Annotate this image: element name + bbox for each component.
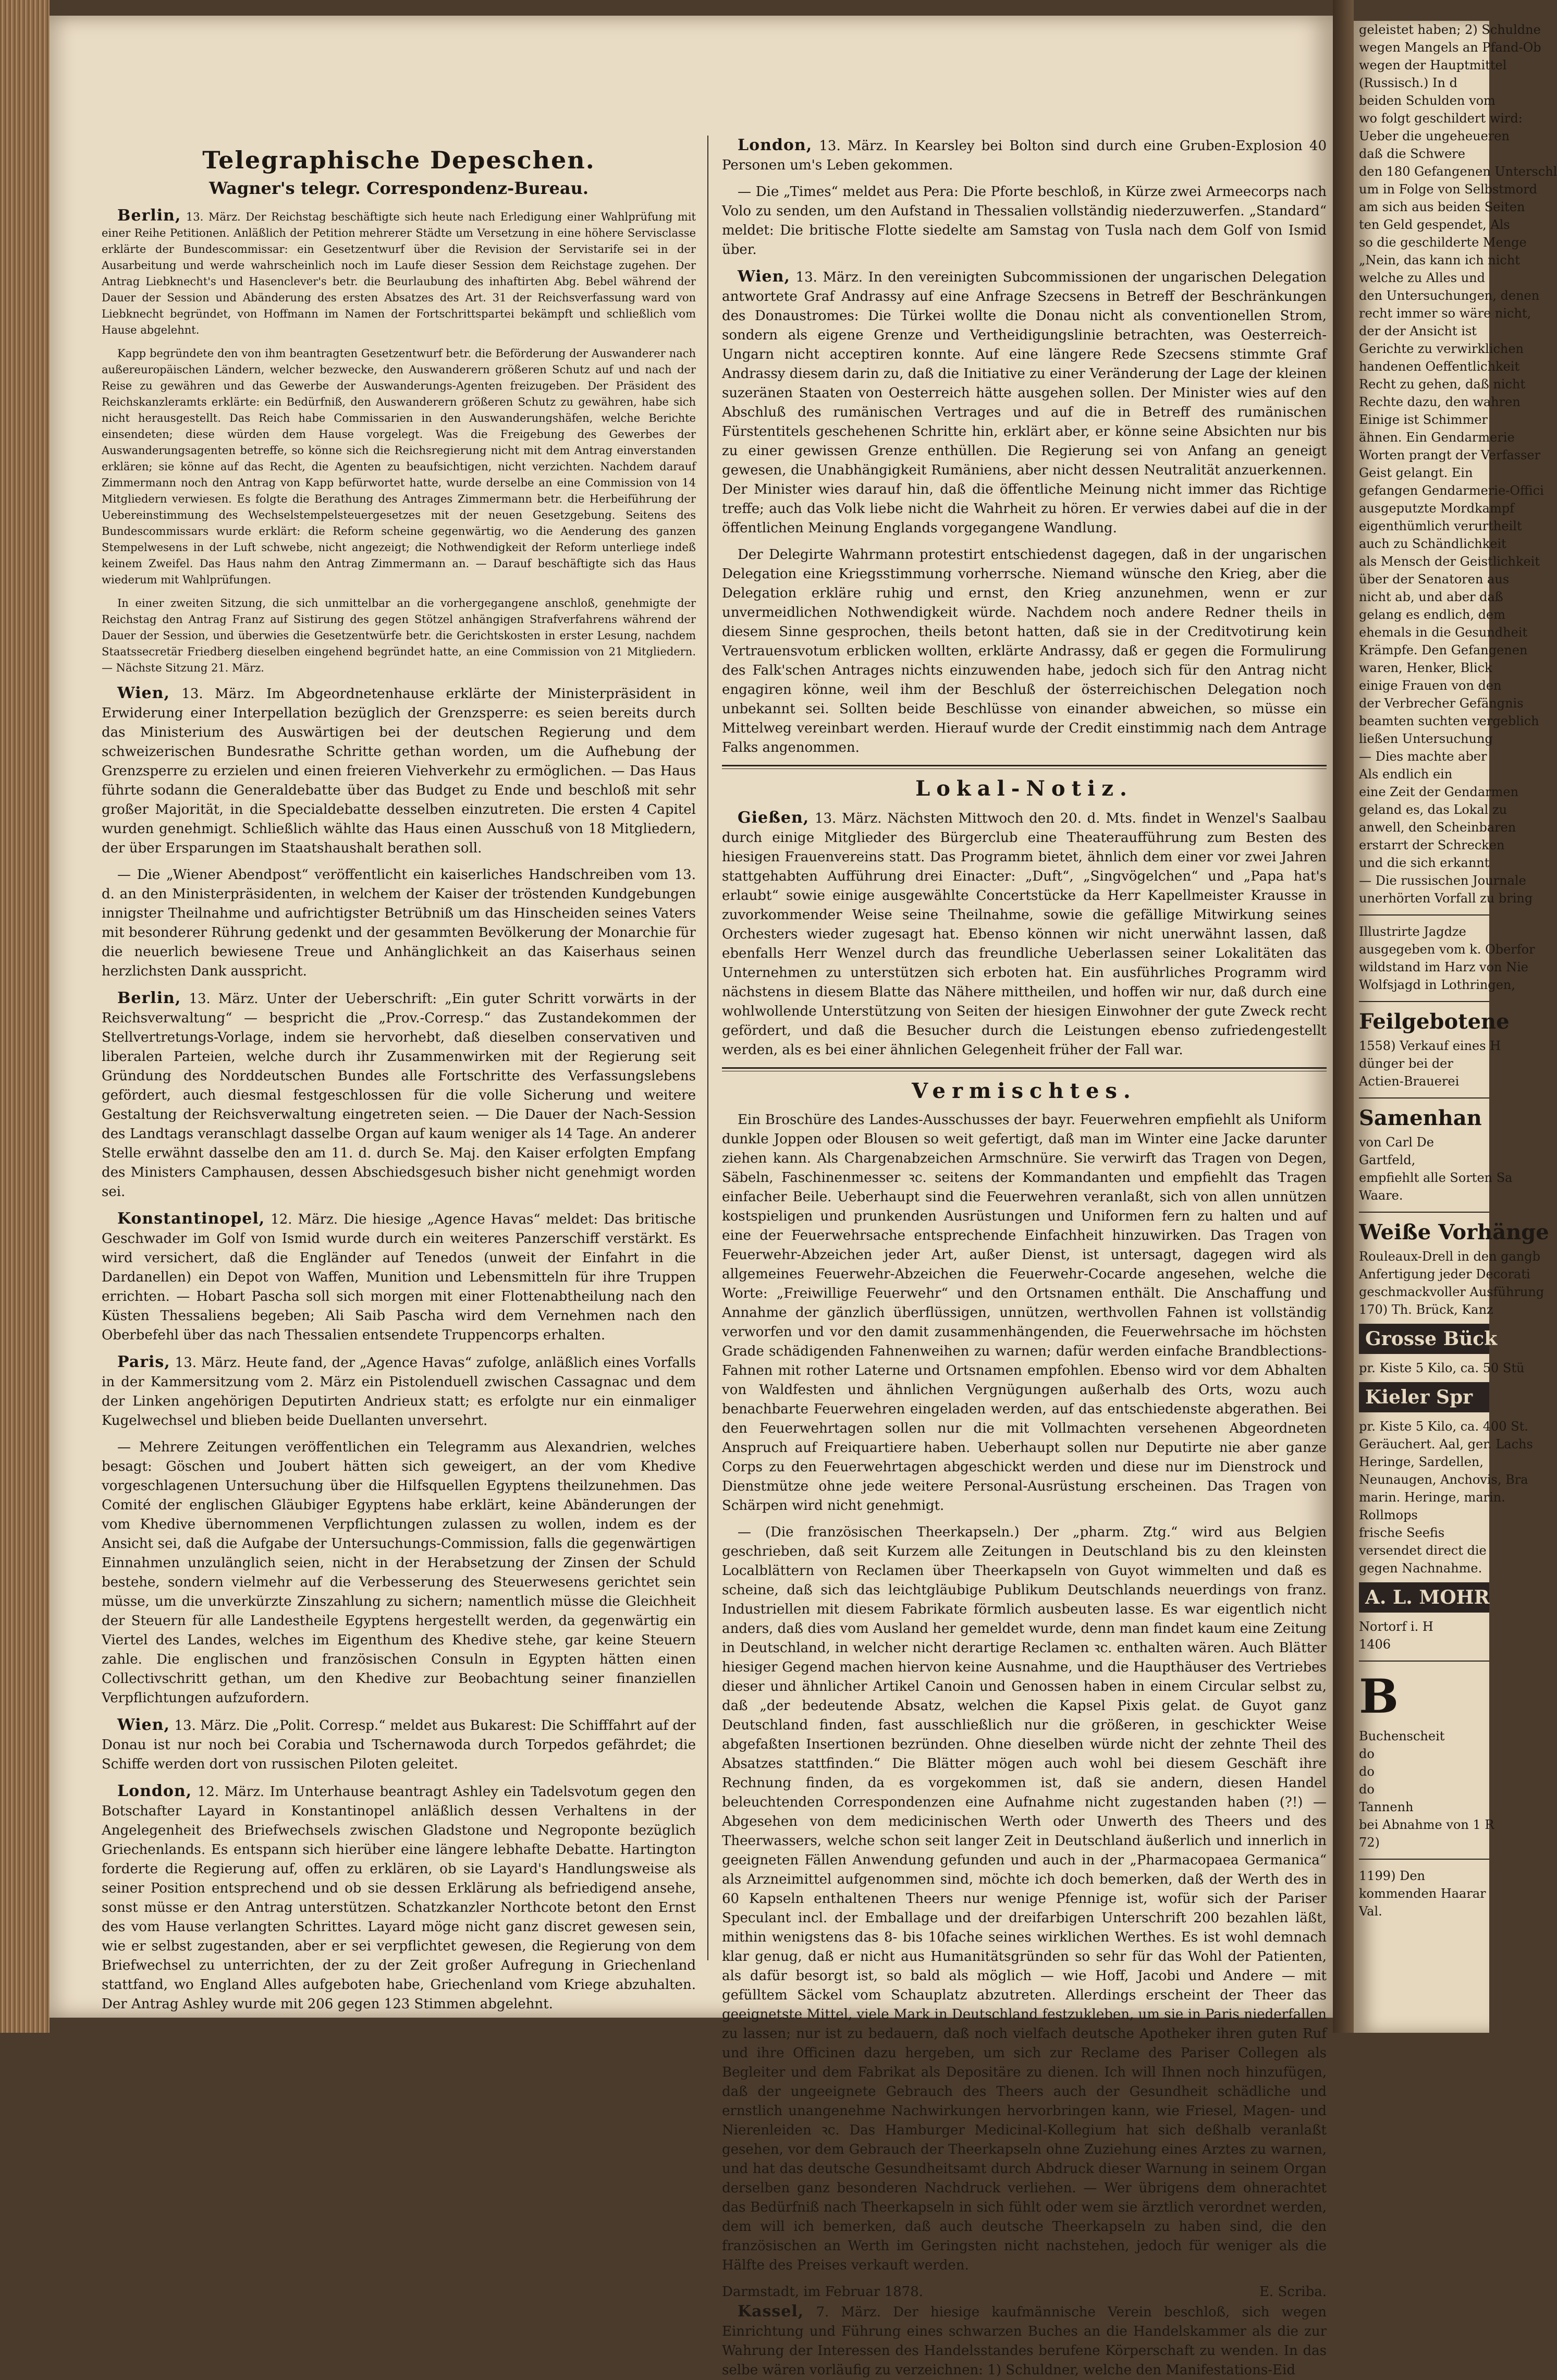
right-text-line: Nortorf i. H: [1359, 1619, 1433, 1634]
right-text-line: — Dies machte aber: [1359, 749, 1487, 764]
right-notice-verkauf: [1354, 1037, 1501, 1090]
section-title-lokal-notiz: Lokal-Notiz.: [915, 776, 1133, 801]
right-banner-bueckinge: Grosse Bück: [1359, 1324, 1489, 1354]
right-text-line: pr. Kiste 5 Kilo, ca. 50 Stü: [1359, 1361, 1525, 1375]
section-title-vermischtes: Vermischtes.: [912, 1079, 1137, 1103]
right-rule: [1359, 1212, 1489, 1213]
right-banner-kieler: Kieler Spr: [1359, 1382, 1489, 1412]
right-text-line: Rouleaux-Drell in den gangb: [1359, 1249, 1541, 1264]
article-text: 13. März. Im Abgeordnetenhause erklärte der Ministerpräsident in Erwiderung einer Interpellation bezüglich der Grenzsperre: es seien bereits durch das Ministerium des Auswärtigen bei der deutschen Regierung und dem schweizerischen Bundesrathe Schritte gethan worden, um die Aufhebung der Grenzsperre zu erzielen und einen freieren Viehverkehr zu ermöglichen. — Das Haus führte sodann die Generaldebatte über das Budget zu Ende und beschloß mit sehr großer Majorität, in die Specialdebatte desselben einzutreten. Die ersten 4 Capitel wurden genehmigt. Schließlich wählte das Haus einen Ausschuß von 18 Mitgliedern, der über Ersparungen im Staatshaushalt berathen soll.: [102, 686, 696, 856]
right-text-line: ließen Untersuchung: [1359, 731, 1493, 746]
article-text: — Die „Wiener Abendpost“ veröffentlicht ein kaiserliches Handschreiben vom 13. d. an den Ministerpräsidenten, in welchem der Kaiser der tröstenden Kundgebungen innigster Theilnahme und aufrichtigster Betrübniß um das Hinscheiden seines Vaters mit besonderer Rührung gedenkt und der gesammten Bevölkerung der Monarchie für die neuerlich bewiesene Treue und Anhänglichkeit an das Kaiserhaus seinen herzlichsten Dank ausspricht.: [102, 867, 696, 979]
right-text-line: unerhörten Vorfall zu bring: [1359, 891, 1533, 906]
newspaper-page: [50, 16, 1333, 2378]
right-text-line: Buchenscheit: [1359, 1729, 1445, 1743]
article-text: In einer zweiten Sitzung, die sich unmittelbar an die vorhergegangene anschloß, genehmigte der Reichstag den Antrag Franz auf Sistirung des gegen Stötzel anhängigen Strafverfahrens während der Dauer der Session, und überwies die Gesetzentwürfe betr. die Gerichtskosten in erster Lesung, nachdem Staatssecretär Friedberg dieselben eingehend begründet hatte, an eine Commission von 21 Mitgliedern. — Nächste Sitzung 21. März.: [102, 597, 696, 674]
article-text: 12. März. Die hiesige „Agence Havas“ meldet: Das britische Geschwader im Golf von Ismid wurde durch ein weiteres Panzerschiff verstärkt. Es wird versichert, daß die Engländer auf Tenedos (unweit der Einfahrt in die Dardanellen) ein Depot von Waffen, Munition und Lebensmitteln für ihre Truppen errichten. — Hobart Pascha soll sich morgen mit einer Flottenabtheilung nach den Küsten Thessaliens begeben; Ali Saib Pascha wird dem Vernehmen nach den Oberbefehl über das nach Thessalien entsendete Truppencorps erhalten.: [102, 1212, 696, 1343]
article-text: Ein Broschüre des Landes-Ausschusses der bayr. Feuerwehren empfiehlt als Uniform dunkle Joppen oder Blousen so weit gefertigt, daß man im Winter eine Jacke darunter ziehen kann. Als Chargenabzeichen Armschnüre. Sie verwirft das Tragen von Degen, Säbeln, Faschinenmesser ꝛc. seitens der Kommandanten und empfiehlt das Tragen einfacher Beile. Ueberhaupt sind die Feuerwehren veranlaßt, sich von allen unnützen kostspieligen und prunkenden Ausrüstungen und Uniformen fern zu halten und auf eine der Feuerwehrsache entsprechende Einfachheit hinzuwirken. Das Tragen von Feuerwehr-Abzeichen jeder Art, außer Dienst, ist untersagt, dagegen wird als allgemeines Feuerwehr-Abzeichen die Feuerwehr-Cocarde angesehen, welche die Worte: „Freiwillige Feuerwehr“ und den Ortsnamen enthält. Die Anschaffung und Annahme der gänzlich überflüssigen, unnützen, werthvollen Fahnen ist vollständig verworfen und vor den damit zusammenhängenden, die Feuerwehrsache im höchsten Grade schädigenden Fahnenweihen zu warnen; dafür werden einfache Brandblections-Fahnen mit rother Laterne und Ortsnamen empfohlen. Ebenso wird vor dem Abhalten von Waldfesten und ähnlichen Vergnügungen außerhalb des Orts, wozu auch benachbarte Feuerwehren eingeladen werden, auf das entschiedenste abgerathen. Bei den Feuerwehrtagen sollen nur die mit Vollmachten versehenen Abgeordneten Anspruch auf Freiquartiere haben. Ueberhaupt sollen nur Deputirte nie aber ganze Corps zu den Feuerwehrtagen abgeschickt werden und diese nur im Dienstrock und Dienstmütze ohne jede weitere Personal-Ausrüstung erscheinen. Das Tragen von Schärpen wird nicht genehmigt.: [722, 1112, 1327, 1514]
right-text-line: ehemals in die Gesundheit: [1359, 625, 1528, 640]
right-text-line: frische Seefis: [1359, 1525, 1445, 1540]
article: [102, 1715, 696, 1774]
right-text-line: auch zu Schändlichkeit: [1359, 536, 1506, 551]
right-text-line: Wolfsjagd in Lothringen,: [1359, 978, 1515, 992]
right-text-line: erstarrt der Schrecken: [1359, 838, 1505, 852]
article: [722, 267, 1327, 538]
right-text-line: recht immer so wäre nicht,: [1359, 306, 1531, 321]
right-text-line: Tannenh: [1359, 1800, 1414, 1814]
right-text-line: ähnen. Ein Gendarmerie: [1359, 430, 1515, 445]
article: [102, 208, 696, 338]
right-heading-feilgebotene: Feilgebotene: [1359, 1009, 1510, 1034]
right-text-line: nicht ab, und aber daß: [1359, 590, 1503, 604]
telegram-articles: [722, 136, 1327, 758]
right-text-line: eigenthümlich verurtheilt: [1359, 519, 1522, 533]
right-rule: [1359, 1097, 1489, 1099]
article: [722, 1110, 1327, 1516]
article-text: 7. März. Der hiesige kaufmännische Verein beschloß, sich wegen Einrichtung und Führung eines schwarzen Buches an die Handelskammer als die zur Wahrung der Interessen des Handelsstandes berufene Körperschaft zu wenden. In das selbe wären vorläufig zu verzeichnen: 1) Schuldner, welche den Manifestations-Eid: [722, 2304, 1327, 2378]
right-text-line: geschmackvoller Ausführung: [1359, 1285, 1544, 1299]
right-text-line: ausgegeben vom k. Oberfor: [1359, 942, 1535, 957]
right-text-line: daß die Schwere: [1359, 147, 1465, 161]
right-text-line: und die sich erkannt: [1359, 856, 1490, 870]
right-text-line: 72): [1359, 1835, 1380, 1850]
article-text: 13. März. In Kearsley bei Bolton sind durch eine Gruben-Explosion 40 Personen um's Leben gekommen.: [722, 138, 1327, 173]
right-text-fragment: [1354, 21, 1557, 907]
right-text-line: so die geschilderte Menge: [1359, 235, 1527, 250]
right-heading-vorhaenge: Weiße Vorhänge: [1359, 1220, 1549, 1244]
article: [102, 988, 696, 1202]
article: [722, 808, 1327, 1060]
right-text-line: ausgeputzte Mordkampf: [1359, 501, 1514, 516]
right-text-line: Val.: [1359, 1904, 1382, 1919]
article-dateline: Wien,: [117, 1716, 170, 1734]
right-rule: [1359, 914, 1489, 916]
right-text-line: Worten prangt der Verfasser: [1359, 448, 1541, 462]
article-dateline: Gießen,: [738, 809, 810, 827]
right-text-line: über der Senatoren aus: [1359, 572, 1510, 587]
right-text-line: Anfertigung jeder Decorati: [1359, 1267, 1530, 1281]
article: [102, 684, 696, 858]
right-notice-jagdzeitung: [1354, 923, 1535, 994]
right-text-line: marin. Heringe, marin.: [1359, 1490, 1505, 1505]
vermischtes-articles: [722, 1110, 1327, 2275]
right-text-line: wegen Mangels an Pfand-Ob: [1359, 40, 1541, 55]
article: [102, 1438, 696, 1708]
right-text-line: wo folgt geschildert wird:: [1359, 111, 1523, 126]
article-text: 13. März. In den vereinigten Subcommissionen der ungarischen Delegation antwortete Graf Andrassy auf eine Anfrage Szecsens in Betreff der Beschränkungen des Donaustromes: Die Türkei wollte die Donau nicht als conventionellen Strom, sondern als eigene Grenze und Vertheidigungslinie betrachten, was Oesterreich-Ungarn nicht acceptiren konnte. Auf eine längere Rede Szecsens stimmte Graf Andrassy diesem darin zu, daß die Initiative zu einer Veränderung der Lage der kleinen suzeränen Staaten von Oesterreich hätte ausgehen sollen. Der Minister wies auf den Abschluß des rumänischen Vertrages und auf die in Betreff des rumänischen Fürstentitels geschehenen Schritte hin, erklärt aber, er könne seine Absichten nur bis zu einer gewissen Grenze enthüllen. Die Regierung sei von Anfang an geneigt gewesen, die Unabhängigkeit Rumäniens, aber nicht dessen Neutralität anzuerkennen. Der Minister wies darauf hin, daß die öffentliche Meinung nicht immer das Richtige treffe; auch das Volk liebe nicht die Wahrheit zu hören. Er verwies dabei auf die in der öffentlichen Meinung Englands vorgegangene Wandlung.: [722, 270, 1327, 536]
right-text-line: 1406: [1359, 1637, 1391, 1652]
right-text-line: do: [1359, 1782, 1375, 1797]
right-text-line: Recht zu gehen, daß nicht: [1359, 377, 1526, 392]
right-text-line: den 180 Gefangenen Unterschl: [1359, 164, 1557, 179]
article: [722, 136, 1327, 175]
article: [722, 545, 1327, 758]
right-text-line: empfiehlt alle Sorten Sa: [1359, 1170, 1513, 1185]
right-notice-rouleaux: [1354, 1248, 1544, 1319]
right-text-line: 1199) Den: [1359, 1869, 1425, 1883]
article: [722, 182, 1327, 260]
signature-name: E. Scriba.: [1259, 2284, 1327, 2300]
right-text-line: Einige ist Schimmer: [1359, 412, 1488, 427]
left-articles: [102, 208, 696, 2014]
right-text-line: welche zu Alles und: [1359, 271, 1485, 285]
right-text-line: beiden Schulden vom: [1359, 93, 1495, 108]
article-text: 13. März. Nächsten Mittwoch den 20. d. Mts. findet in Wenzel's Saalbau durch einige Mitglieder des Bürgerclub eine Theateraufführung zum Besten des hiesigen Frauenvereins statt. Das Programm bietet, ähnlich dem einer vor zwei Jahren stattgehabten Aufführung drei Einacter: „Duft“, „Singvögelchen“ und „Papa hat's erlaubt“ sowie einige ausgewählte Concertstücke da Herr Kapellmeister Krausse in zuvorkommender Weise seine Theilnahme, sowie die gefällige Mitwirkung seines Orchesters wieder zugesagt hat. Ebenso können wir nicht unerwähnt lassen, daß ebenfalls Herr Wenzel durch das freundliche Ueberlassen seiner Lokalitäten das Unternehmen zu unterstützen sich erboten hat. Ein ausführliches Programm wird nächstens in diesem Blatte das Nähere mittheilen, und hoffen wir nur, daß durch eine wohlwollende Unterstützung von Seiten der hiesigen Einwohner der gute Zweck recht gefördert, und daß die Besucher durch die Leistungen ebenso zufriedengestellt werden, als es bei einer ähnlichen Gelegenheit früher der Fall war.: [722, 811, 1327, 1058]
right-text-line: gelang es endlich, dem: [1359, 607, 1506, 622]
article-dateline: Konstantinopel,: [117, 1210, 265, 1228]
right-text-line: pr. Kiste 5 Kilo, ca. 400 St.: [1359, 1419, 1528, 1434]
article: [722, 1523, 1327, 2275]
section-rule: [722, 1067, 1327, 1071]
right-text-line: geleistet haben; 2) Schuldne: [1359, 22, 1541, 37]
right-text-line: wegen der Hauptmittel: [1359, 58, 1507, 72]
right-text-line: versendet direct die: [1359, 1543, 1487, 1558]
right-banner-mohr: A. L. MOHR: [1359, 1582, 1489, 1613]
right-text-line: „Nein, das kann ich nicht: [1359, 253, 1520, 267]
right-text-line: Geist gelangt. Ein: [1359, 466, 1473, 480]
article-text: — Mehrere Zeitungen veröffentlichen ein Telegramm aus Alexandrien, welches besagt: Göschen und Joubert hätten sich geweigert, an der vom Khedive vorgeschlagenen Untersuchung über die Hilfsquellen Egyptens theilzunehmen. Das Comité der englischen Gläubiger Egyptens habe erklärt, keine Abänderungen der vom Khedive übernommenen Verpflichtungen zulassen zu wollen, indem es der Ansicht sei, daß die Aufgabe der Untersuchungs-Commission, falls die gegenwärtigen Einnahmen unzulänglich seien, nicht in der Herabsetzung der Zinsen der Schuld bestehe, sondern vielmehr auf die Verbesserung des Steuerwesens gerichtet sein müsse, um die unverkürzte Zinszahlung zu sichern; namentlich müsse die Gleichheit der Steuern für alle Landestheile Egyptens hergestellt werden, da gegenwärtig ein Viertel des Landes, welches im Eigenthum des Khedive stehe, gar keine Steuern zahle. Die englischen und französischen Consuln in Egypten hätten einen Collectivschritt gethan, um den Khedive zur Beobachtung seiner finanziellen Verpflichtungen aufzufordern.: [102, 1439, 696, 1706]
article-text: 13. März. Der Reichstag beschäftigte sich heute nach Erledigung einer Wahlprüfung mit einer Reihe Petitionen. Anläßlich der Petition mehrerer Städte um Versetzung in eine höhere Servisclasse erklärte der Bundescommissar: ein Gesetzentwurf über die Revision der Servistarife sei in der Ausarbeitung und werde wahrscheinlich noch im Laufe dieser Session dem Reichstage zugehen. Der Antrag Liebknecht's und Hasenclever's betr. die Beurlaubung des inhaftirten Abg. Bebel während der Dauer der Session und Abänderung des ersten Absatzes des Art. 31 der Reichsverfassung ward von Liebknecht begründet, von Hoffmann im Namen der Fortschrittspartei bekämpft und schließlich vom Hause abgelehnt.: [102, 211, 696, 336]
right-text-line: kommenden Haarar: [1359, 1886, 1486, 1901]
section-subtitle-bureau: Wagner's telegr. Correspondenz-Bureau.: [209, 178, 589, 198]
article-dateline: Berlin,: [117, 206, 181, 225]
right-text-line: von Carl De: [1359, 1135, 1434, 1150]
right-heading-samenhandlung: Samenhan: [1359, 1106, 1482, 1130]
article: [102, 595, 696, 676]
right-text-line: Illustrirte Jagdze: [1359, 924, 1466, 939]
right-text-line: waren, Henker, Blick: [1359, 661, 1492, 675]
right-text-line: beamten suchten vergeblich: [1359, 714, 1539, 728]
right-text-line: Rollmops: [1359, 1508, 1418, 1522]
right-text-line: 1558) Verkauf eines H: [1359, 1039, 1501, 1053]
right-text-line: dünger bei der: [1359, 1056, 1453, 1071]
book-edge: [0, 0, 50, 2033]
right-notice-nortorf: [1354, 1618, 1489, 1653]
right-text-line: 170) Th. Brück, Kanz: [1359, 1302, 1493, 1317]
right-text-line: Gartfeld,: [1359, 1153, 1416, 1167]
right-text-line: (Russisch.) In d: [1359, 76, 1457, 90]
article: [102, 865, 696, 981]
section-rule: [722, 765, 1327, 769]
right-text-line: — Die russischen Journale: [1359, 873, 1526, 888]
right-text-line: Krämpfe. Den Gefangenen: [1359, 643, 1528, 657]
article-dateline: Kassel,: [738, 2302, 804, 2321]
right-notice-kiste: [1354, 1359, 1525, 1377]
right-text-line: als Mensch der Geistlichkeit: [1359, 554, 1540, 569]
right-text-line: Rechte dazu, den wahren: [1359, 395, 1521, 409]
article-text: 13. März. Heute fand, der „Agence Havas“ zufolge, anläßlich eines Vorfalls in der Kammersitzung vom 2. März ein Pistolenduell zwischen Cassagnac und dem der Linken angehörigen Deputirten Andrieux statt; es erfolgte nur ein einmaliger Kugelwechsel und blieben beide Duellanten unversehrt.: [102, 1355, 696, 1429]
article-text: 12. März. Im Unterhause beantragt Ashley ein Tadelsvotum gegen den Botschafter Layard in Konstantinopel anläßlich dessen Verhaltens in der Angelegenheit des Briefwechsels zwischen Gladstone und Negroponte bezüglich Griechenlands. Es entspann sich hierüber eine längere lebhafte Debatte. Hartington forderte die Regierung auf, offen zu erklären, ob sie Layard's Handlungsweise als seiner Position entsprechend und ob sie dessen Erklärung als befriedigend ansehe, sonst müsse er den Antrag unterstützen. Schatzkanzler Northcote betont den Ernst des vom Hause verlangten Schrittes. Layard möge nicht ganz discret gewesen sein, wie er selbst zugestanden, aber er sei verpflichtet gewesen, die Regierung von dem Briefwechsel zu unterrichten, der zu der Zeit großer Aufregung in Griechenland stattfand, wo England Alles aufgeboten habe, Griechenland vom Kriege abzuhalten. Der Antrag Ashley wurde mit 206 gegen 123 Stimmen abgelehnt.: [102, 1784, 696, 2012]
article-kassel: [722, 2302, 1327, 2380]
article-dateline: London,: [117, 1782, 192, 1800]
lokal-articles: [722, 808, 1327, 1060]
article-text: 13. März. Unter der Ueberschrift: „Ein guter Schritt vorwärts in der Reichsverwaltung“ — bespricht die „Prov.-Corresp.“ das Zustandekommen der Stellvertretungs-Vorlage, indem sie hervorhebt, daß dieselben conservativen und liberalen Parteien, welche durch ihr Zusammenwirken mit der Regierung seit Gründung des Norddeutschen Bundes alle Fortschritte des Verfassungslebens gefördert, auch diesmal festgeschlossen für die volle Sicherung und weitere Gestaltung der Reichsverwaltung eingetreten seien. — Die Dauer der Nach-Session des Landtags veranschlagt dasselbe Organ auf kaum weniger als 14 Tage. An anderer Stelle erwähnt dasselbe den am 11. d. durch Se. Maj. den Kaiser erfolgten Empfang des Ministers Camphausen, dessen Abschiedsgesuch bisher nicht genehmigt worden sei.: [102, 991, 696, 1200]
article-dateline: Berlin,: [117, 989, 181, 1007]
right-text-line: am sich aus beiden Seiten: [1359, 200, 1525, 214]
article-signature: [722, 2283, 1327, 2302]
right-text-line: gefangen Gendarmerie-Offici: [1359, 483, 1544, 498]
right-text-line: Neunaugen, Anchovis, Bra: [1359, 1472, 1528, 1487]
right-text-line: handenen Oeffentlichkeit: [1359, 359, 1520, 374]
right-text-line: anwell, den Scheinbaren: [1359, 820, 1516, 835]
right-text-line: der Verbrecher Gefängnis: [1359, 696, 1524, 711]
right-text-line: Als endlich ein: [1359, 767, 1453, 782]
right-notice-carl: [1354, 1133, 1513, 1204]
right-notice-haar: [1354, 1867, 1489, 1920]
article-text: Der Delegirte Wahrmann protestirt entschiedenst dagegen, daß in der ungarischen Delegation eine Kriegsstimmung vorherrsche. Niemand wünsche den Krieg, aber die Delegation erkläre ruhig und ernst, den Krieg anzunehmen, wenn er zur unvermeidlichen Nothwendigkeit würde. Nachdem noch andere Redner theils in diesem Sinne gesprochen, theils betont hatten, daß sie in der Creditvotirung kein Vertrauensvotum erblicken wollten, erklärte Andrassy, daß er gegen die Formulirung des Falk'schen Antrages nichts einzuwenden habe, jedoch sich für den Antrag nicht engagiren könne, weil ihm der Beschluß der österreichischen Delegation noch unbekannt sei. Sollten beide Beschlüsse von einander abweichen, so müsse ein Mittelweg vereinbart werden. Hierauf wurde der Credit einstimmig nach dem Antrage Falks angenommen.: [722, 547, 1327, 755]
right-text-line: do: [1359, 1747, 1375, 1761]
right-text-line: um in Folge von Selbstmord: [1359, 182, 1538, 197]
right-page-fragment: [1354, 21, 1557, 2033]
article-dateline: Wien,: [117, 684, 170, 702]
right-text-line: do: [1359, 1764, 1375, 1779]
right-text-line: der der Ansicht ist: [1359, 324, 1477, 338]
page-gutter: [1333, 0, 1354, 2033]
signature-place-date: Darmstadt, im Februar 1878.: [722, 2284, 924, 2300]
right-rule: [1359, 1859, 1489, 1860]
article: [102, 1209, 696, 1345]
right-text-line: gegen Nachnahme.: [1359, 1561, 1482, 1576]
article-text: Kapp begründete den von ihm beantragten Gesetzentwurf betr. die Beförderung der Auswanderer nach außereuropäischen Ländern, welcher bezwecke, den Auswanderern größeren Schutz auf und nach der Reise zu gewähren und das Gewerbe der Auswanderungs-Agenten freizugeben. Der Präsident des Reichskanzleramts erklärte: ein Bedürfniß, den Auswanderern größeren Schutz zu gewähren, habe sich nicht herausgestellt. Das Reich habe Commissarien in den Auswanderungshäfen, welche Berichte einsendeten; diese würden dem Hause vorgelegt. Was die Freigebung des Gewerbes der Auswanderungsagenten betreffe, so könne sich die Reichsregierung nicht mit dem Antrag einverstanden erklären; sie könne auf das Recht, die Agenten zu beaufsichtigen, nicht verzichten. Nachdem darauf Zimmermann noch den Antrag von Kapp befürwortet hatte, wurde derselbe an eine Commission von 14 Mitgliedern verwiesen. Es folgte die Berathung des Antrages Zimmermann betr. die Herbeiführung der Uebereinstimmung des Wechselstempelsteuergesetzes mit der neuen Gesetzgebung. Seitens des Bundescommissars wurde erklärt: die Reform scheine gegenwärtig, wo die Aenderung des ganzen Stempelwesens in der Luft schwebe, nicht angezeigt; die Nothwendigkeit der Reform unterliege indeß keinem Zweifel. Das Haus nahm den Antrag Zimmermann an. — Darauf beschäftigte sich das Haus wiederum mit Wahlprüfungen.: [102, 347, 696, 586]
right-text-line: Geräuchert. Aal, ger. Lachs: [1359, 1437, 1533, 1451]
right-rule: [1359, 1661, 1489, 1662]
right-notice-holz: [1354, 1727, 1494, 1851]
right-text-line: Heringe, Sardellen,: [1359, 1455, 1484, 1469]
article: [102, 1352, 696, 1431]
right-rule: [1359, 1001, 1489, 1002]
left-column: [102, 136, 696, 2012]
article-text: — (Die französischen Theerkapseln.) Der „pharm. Ztg.“ wird aus Belgien geschrieben, daß seit Kurzem alle Zeitungen in Deutschland bis zu den kleinsten Localblättern von Reclamen über Theerkapseln von Guyot wimmelten und daß es scheine, daß sich das leichtgläubige Publikum Deutschlands neuerdings von franz. Industriellen mit diesem Fabrikate förmlich ausbeuten lasse. Es war eigentlich nicht anders, daß dies vom Ausland her gemeldet wurde, denn man findet kaum eine Zeitung in Deutschland, in welcher nicht derartige Reclamen ꝛc. enthalten wären. Auch Blätter hiesiger Gegend machen hiervon keine Ausnahme, und die Haupthäuser des Vertriebes dieser und ähnlicher Artikel Canoin und Genossen haben in einem Circular selbst zu, daß „der bedeutende Absatz, welchen die Kapsel Pixis gelat. de Guyot ganz Deutschland finden, fast ausschließlich nur die größeren, in geschickter Weise abgefaßten Insertionen bezründen. Ohne dieselben würde nicht der zehnte Theil des Absatzes stattfinden.“ Die Blätter mögen auch wohl bei diesem Geschäft ihre Rechnung finden, da es vorgekommen ist, daß sie andern, diesen Handel beleuchtenden Correspondenzen eine Aufnahme nicht zugestanden haben (?!) — Abgesehen von dem medicinischen Werth oder Unwerth des Theers und des Theerwassers, welche schon seit langer Zeit in Deutschland äußerlich und innerlich in geeigneten Fällen Anwendung gefunden und auch in der „Pharmacopaea Germanica“ als Arzneimittel aufgenommen sind, möchte ich doch bemerken, daß der Werth des in 60 Kapseln enthaltenen Theers nur wenige Pfennige ist, wofür sich der Pariser Speculant incl. der Emballage und der dreifarbigen Unterschrift 200 bezahlen läßt, mithin wenigstens das 8- bis 10fache seines wirklichen Werthes. Es ist wohl demnach klar genug, daß er nicht aus Humanitätsgründen so sehr für das Wohl der Patienten, als dafür besorgt ist, so bald als möglich — wie Hoff, Jacobi und Andere — mit gefülltem Säckel vom Schauplatz abzutreten. Allerdings erscheint der Theer das geeignetste Mittel, viele Mark in Deutschland festzukleben, um sie in Paris niederfallen zu lassen; nur ist zu bedauern, daß noch vielfach deutsche Apotheker ihren guten Ruf und ihre Officinen dazu hergeben, um sich zur Reclame des Pariser Collegen als Begleiter und dem Fabrikat als Depositäre zu dienen. Ich will Ihnen noch hinzufügen, daß der ungeeignete Gebrauch des Theers auch der Gesundheit schädliche und ernstlich unangenehme Nachwirkungen hervorbringen kann, wie Friesel, Magen- und Nierenleiden ꝛc. Das Hamburger Medicinal-Kollegium hat sich deßhalb veranlaßt gesehen, vor dem Gebrauch der Theerkapseln ohne Zuziehung eines Arztes zu warnen, und hat das deutsche Gesundheitsamt durch Abdruck dieser Warnung in seinem Organ derselben ganz besonderen Nachdruck verliehen. — Wer übrigens dem ohnerachtet das Bedürfniß nach Theerkapseln in sich fühlt oder wem sie ärztlich verordnet werden, dem will ich bemerken, daß auch deutsche Theerkapseln zu haben sind, die den französischen an Werth im Geringsten nicht nachstehen, jedoch für weniger als die Hälfte des Preises verkauft werden.: [722, 1524, 1327, 2273]
right-text-line: Ueber die ungeheueren: [1359, 129, 1510, 143]
right-text-line: bei Abnahme von 1 R: [1359, 1817, 1494, 1832]
right-text-line: wildstand im Harz von Nie: [1359, 960, 1528, 974]
middle-column: [722, 136, 1327, 2378]
right-text-line: Gerichte zu verwirklichen: [1359, 341, 1524, 356]
section-title-telegraphische-depeschen: Telegraphische Depeschen.: [202, 146, 595, 174]
article-dateline: London,: [738, 136, 813, 154]
article-text: — Die „Times“ meldet aus Pera: Die Pforte beschloß, in Kürze zwei Armeecorps nach Volo zu senden, um den Aufstand in Thessalien vollständig niederzuwerfen. „Standard“ meldet: Die britische Flotte siedelte am Samstag von Tusla nach dem Golf von Ismid über.: [722, 184, 1327, 258]
right-text-line: ten Geld gespendet, Als: [1359, 217, 1510, 232]
right-notice-fische: [1354, 1418, 1533, 1577]
right-text-line: eine Zeit der Gendarmen: [1359, 785, 1519, 799]
right-text-line: einige Frauen von den: [1359, 678, 1502, 693]
right-text-line: Actien-Brauerei: [1359, 1074, 1460, 1089]
article-text: 13. März. Die „Polit. Corresp.“ meldet aus Bukarest: Die Schifffahrt auf der Donau ist nur noch bei Corabia und Tschernawoda durch Torpedos gefährdet; die Schiffe werden dort von russischen Piloten geleitet.: [102, 1718, 696, 1772]
right-text-line: den Untersuchungen, denen: [1359, 288, 1540, 303]
right-heading-b: B: [1359, 1669, 1399, 1724]
article-dateline: Wien,: [738, 267, 790, 286]
article: [102, 346, 696, 588]
column-divider: [707, 136, 708, 1960]
article-dateline: Paris,: [117, 1353, 170, 1371]
article: [102, 1781, 696, 2014]
right-text-line: Waare.: [1359, 1188, 1403, 1203]
right-text-line: geland es, das Lokal zu: [1359, 802, 1507, 817]
